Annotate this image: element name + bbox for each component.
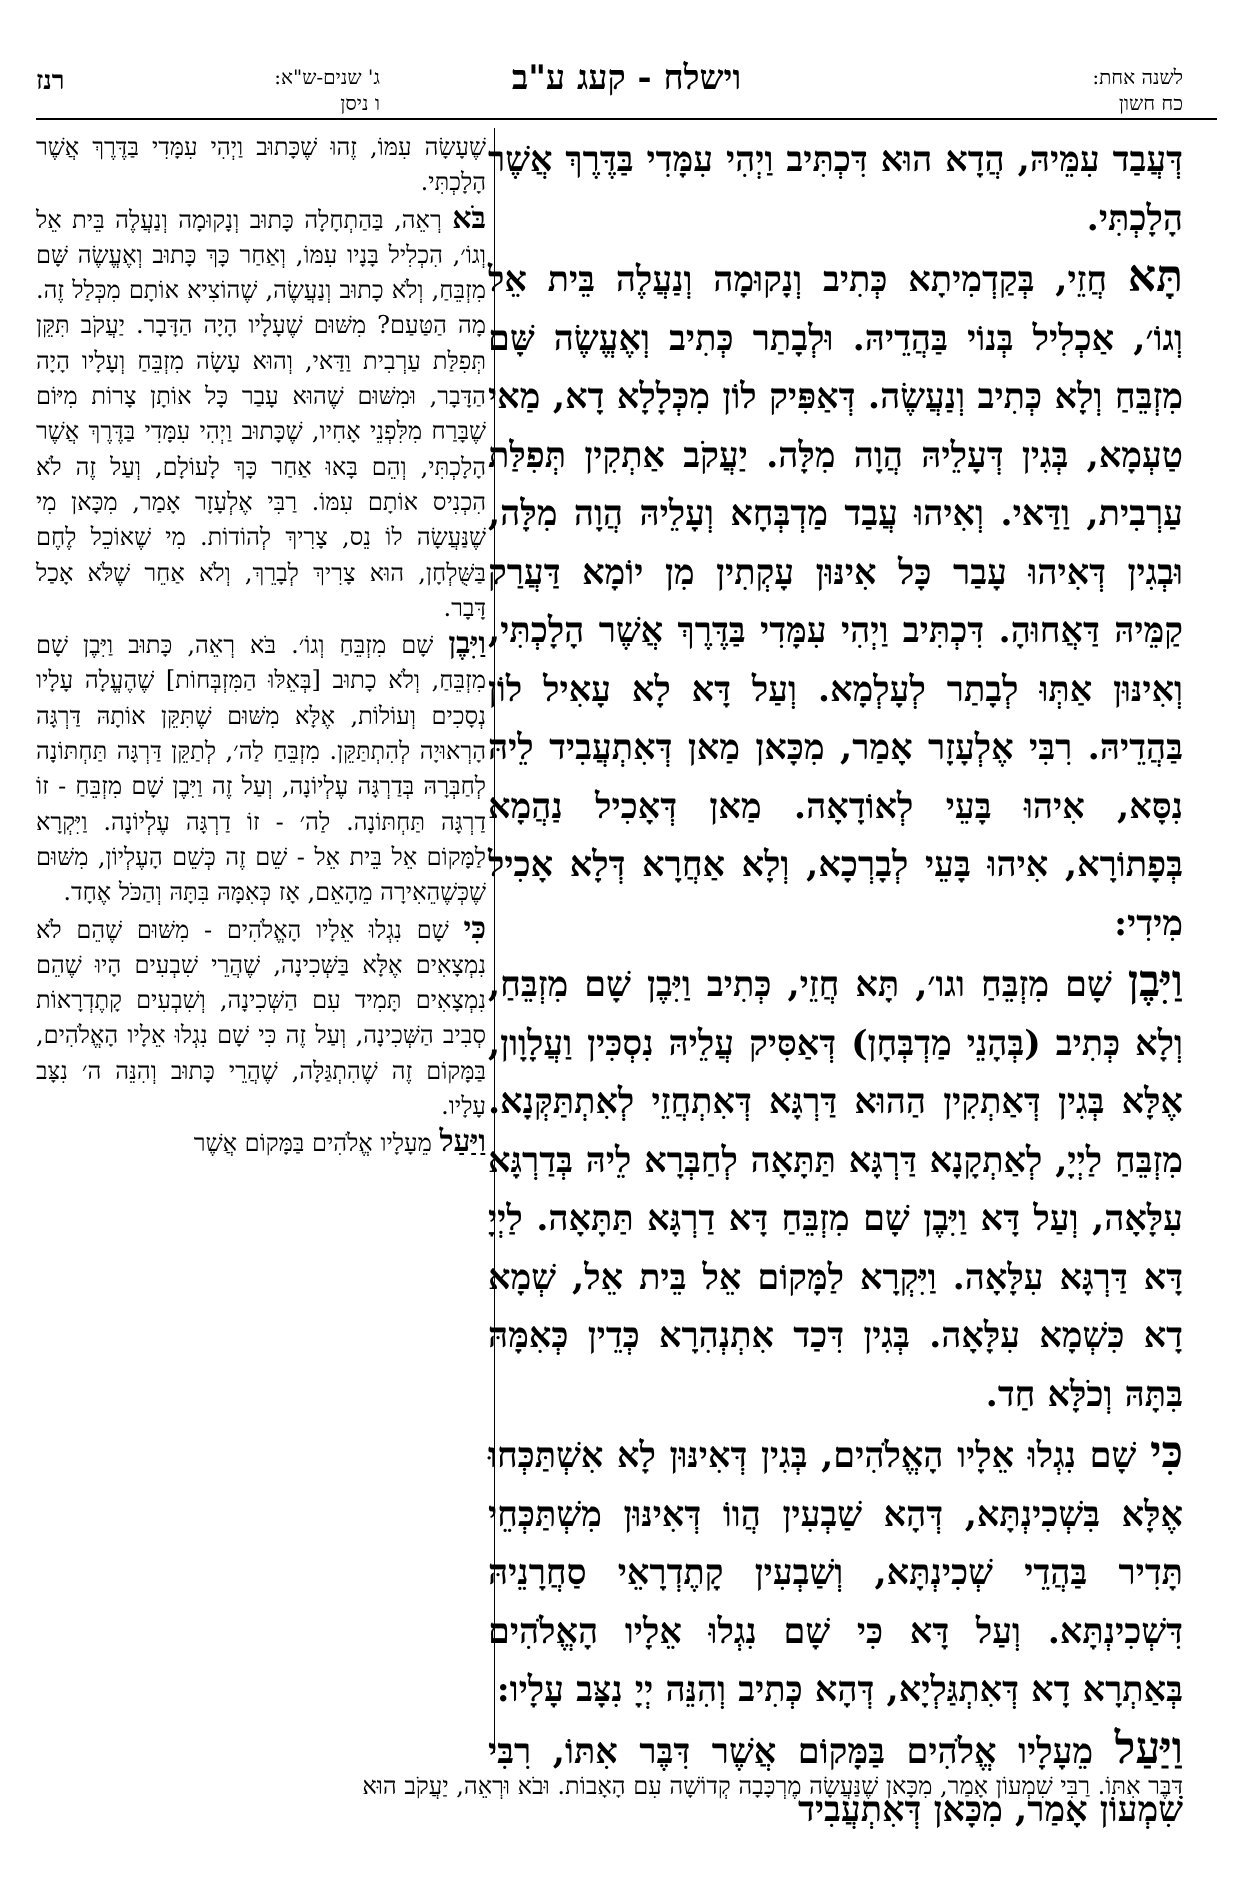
paragraph-lead-word: כִּי: [1149, 1427, 1184, 1478]
paragraph-text: חֲזֵי, בְּקַדְמִיתָא כְּתִיב וְנָקוּמָה וְנַעֲלֶה בֵּית אֵל וְגוֹ׳, אַכְלִיל בְּנוֹי בַּהֲדֵיהּ. וּלְבָתַר כְּתִיב וְאֶעֱשֶׂה שָּׁם מִזְבֵּחַ וְלָא כְּתִיב וְנַעֲשֶׂה. דְּאַפִּיק לוֹן מִכְּלָלָא דָא, מַאי טַעְמָא, בְּגִין דְּעָלֵיהּ הֲוָה מִלָּה. יַעֲקֹב אַתְקִין תְּפִלַּת עַרְבִית, וַדַּאי. וְאִיהוּ עֲבַד מַדְבְּחָא וְעָלֵיהּ הֲוָה מִלָּה, וּבְגִין דְּאִיהוּ עָבַר כָּל אִינּוּן עָקְתִין מִן יוֹמָא דַּעֲרַק קַמֵּיהּ דַּאֲחוּהָ. דִּכְתִּיב וַיְהִי עִמָּדִי בַּדֶּרֶךְ אֲשֶׁר הָלָכְתִּי, וְאִינּוּן אַתְּוּ לְבָתַר לְעָלְמָא. וְעַל דָּא לָא עָאִיל לוֹן בַּהֲדֵיהּ. רִבִּי אֶלְעָזָר אָמַר, מִכָּאן מַאן דְּאִתְעֲבִיד לֵיהּ נִסָּא, אִיהוּ בָּעֵי לְאוֹדָאָה. מַאן דְּאָכִיל נַהֲמָא בְּפָתוֹרָא, אִיהוּ בָּעֵי לְבָרְכָא, וְלָא אַחֲרָא דְּלָא אָכִיל מִידִי:: [488, 259, 1183, 944]
hebrew-translation-column: [36, 128, 486, 1753]
side-paragraph: [36, 911, 486, 1125]
paragraph-text: דְּעֲבַד עִמֵּיהּ, הֲדָא הוּא דִּכְתִּיב וַיְהִי עִמָּדִי בַּדֶּרֶךְ אֲשֶׁר הָלָכְתִּי.: [488, 139, 1183, 239]
paragraph-lead-word: תָּא: [1127, 251, 1184, 302]
paragraph-lead-word: בֹּא: [452, 200, 486, 236]
column-divider: [494, 128, 495, 1753]
footer-continuation-line: דִּבֶּר אִתּוֹ. רַבִּי שִׁמְעוֹן אָמַר, מִכָּאן שֶׁנַּעֲשָׂה מֶרְכָּבָה קְדוֹשָׁה עִם הָאָבוֹת. וּבֹא וּרְאֵה, יַעֲקֹב הוּא: [362, 1772, 1183, 1800]
paragraph-lead-word: וַיִּבֶן: [448, 626, 486, 662]
header-one-year-label: לשנה אחת:: [1092, 65, 1183, 89]
main-paragraph: [488, 1424, 1183, 1720]
side-paragraph: [36, 201, 486, 627]
main-paragraph: [488, 128, 1183, 248]
paragraph-text: מֵעָלָיו אֱלֹהִים בַּמָּקוֹם אֲשֶׁר: [193, 1129, 432, 1158]
header-three-year-cycle: ג' שנים-ש"א:: [274, 65, 380, 89]
paragraph-lead-word: וַיַּעַל: [439, 1124, 486, 1160]
page-title: וישלח - קעג ע"ב: [511, 58, 742, 98]
paragraph-text: רְאֵה, בַּהַתְחָלָה כָּתוּב וְנָקוּמָה וְנַעֲלֶה בֵּית אֵל וְגוֹ׳, הִכְלִיל בָּנָיו עִמּוֹ, וְאַחַר כָּךְ כָּתוּב וְאֶעֱשֶׂה שָּׁם מִזְבֵּחַ, וְלֹא כָתוּב וְנַעֲשֶׂה, שֶׁהוֹצִיא אוֹתָם מִכְּלַל זֶה. מָה הַטַּעַם? מִשּׁוּם שֶׁעָלָיו הָיָה הַדָּבָר. יַעֲקֹב תִּקֵּן תְּפִלַּת עַרְבִית וַדַּאי, וְהוּא עָשָׂה מִזְבֵּחַ וְעָלָיו הָיָה הַדָּבָר, וּמִשּׁוּם שֶׁהוּא עָבַר כָּל אוֹתָן צָרוֹת מִיּוֹם שֶׁבָּרַח מִלִּפְנֵי אָחִיו, שֶׁכָּתוּב וַיְהִי עִמָּדִי בַּדֶּרֶךְ אֲשֶׁר הָלָכְתִּי, וְהֵם בָּאוּ אַחַר כָּךְ לָעוֹלָם, וְעַל זֶה לֹא הִכְנִיס אוֹתָם עִמּוֹ. רַבִּי אֶלְעָזָר אָמַר, מִכָּאן מִי שֶׁנַּעֲשָׂה לוֹ נֵס, צָרִיךְ לְהוֹדוֹת. מִי שֶׁאוֹכֵל לֶחֶם בַּשֻּׁלְחָן, הוּא צָרִיךְ לְבָרֵךְ, וְלֹא אַחֵר שֶׁלֹּא אָכַל דָּבָר.: [36, 205, 486, 622]
paragraph-lead-word: כִּי: [463, 910, 486, 946]
paragraph-text: מֵעָלָיו אֱלֹהִים בַּמָּקוֹם אֲשֶׁר דִּבֶּר אִתּוֹ, רִבִּי שִׁמְעוֹן אָמַר, מִכָּאן דְּאִתְעֲבִיד: [488, 1730, 1183, 1830]
paragraph-text: שָׁם נִגְלוּ אֵלָיו הָאֱלֹהִים - מִשּׁוּם שֶׁהֵם לֹא נִמְצָאִים אֶלָּא בַּשְּׁכִינָה, שֶׁהֲרֵי שִׁבְעִים הָיוּ שֶׁהֵם נִמְצָאִים תָּמִיד עִם הַשְּׁכִינָה, וְשִׁבְעִים קָתֶדְרָאוֹת סְבִיב הַשְּׁכִינָה, וְעַל זֶה כִּי שָׁם נִגְלוּ אֵלָיו הָאֱלֹהִים, בַּמָּקוֹם זֶה שֶׁהִתְגַּלָּה, שֶׁהֲרֵי כָּתוּב וְהִנֵּה ה׳ נִצָּב עָלָיו.: [36, 915, 486, 1121]
paragraph-text: שָׁם נִגְלוּ אֵלָיו הָאֱלֹהִים, בְּגִין דְּאִינּוּן לָא אִשְׁתַּכְּחוּ אֶלָּא בִּשְׁכִינְתָּא, דְּהָא שַׁבְעִין הֲווֹ דְּאִינּוּן מִשְׁתַּכְּחֵי תָּדִיר בַּהֲדֵי שְׁכִינְתָּא, וְשַׁבְעִין קָתֶדְרָאֵי סַחֲרָנֵיהּ דִּשְׁכִינְתָּא. וְעַל דָּא כִּי שָׁם נִגְלוּ אֵלָיו הָאֱלֹהִים בְּאַתְרָא דָא דְּאִתְגַּלְיָא, דְּהָא כְּתִיב וְהִנֵּה יְיָ נִצָּב עָלָיו:: [488, 1435, 1183, 1710]
paragraph-lead-word: וַיַּעַל: [1114, 1722, 1184, 1774]
main-paragraph: [488, 248, 1183, 953]
header-divider: [36, 118, 1217, 120]
header-one-year-date: כח חשון: [1118, 91, 1183, 115]
side-paragraph: [36, 128, 486, 201]
paragraph-lead-word: וַיִּבֶן: [1127, 956, 1183, 1007]
paragraph-text: שֶׁעָשָׂה עִמּוֹ, זֶהוּ שֶׁכָּתוּב וַיְהִי עִמָּדִי בַּדֶּרֶךְ אֲשֶׁר הָלָכְתִּי.: [36, 133, 486, 197]
paragraph-text: שָׁם מִזְבֵּחַ וְגוֹ׳. בֹּא רְאֵה, כָּתוּב וַיִּבֶן שָׁם מִזְבֵּחַ, וְלֹא כָתוּב [בְּאֵלּוּ הַמִּזְבְּחוֹת] שֶׁהֶעֱלָה עָלָיו נְסָכִים וְעוֹלוֹת, אֶלָּא מִשּׁוּם שֶׁתִּקֵּן אוֹתָהּ דַּרְגָּה הָרְאוּיָה לְהִתְתַּקֵּן. מִזְבֵּחַ לַה׳, לְתַקֵּן דַּרְגָּה תַּחְתּוֹנָה לְחַבְּרָהּ בְּדַרְגָּה עֶלְיוֹנָה, וְעַל זֶה וַיִּבֶן שָׁם מִזְבֵּחַ - זוֹ דַרְגָּה תַּחְתּוֹנָה. לַה׳ - זוֹ דַרְגָּה עֶלְיוֹנָה. וַיִּקְרָא לַמָּקוֹם אֵל בֵּית אֵל - שֵׁם זֶה כְּשֵׁם הָעֶלְיוֹן, מִשּׁוּם שֶׁכְּשֶׁהֵאִירָה מֵהָאֵם, אָז כְּאִמָּהּ בִּתָּהּ וְהַכֹּל אֶחָד.: [36, 631, 486, 907]
paragraph-text: שָׁם מִזְבֵּחַ וגו׳, תָּא חֲזֵי, כְּתִיב וַיִּבֶן שָׁם מִזְבֵּחַ, וְלָא כְּתִיב (בְּהָנֵי מַדְבְּחָן) דְּאַסִּיק עֲלֵיהּ נִסְכִּין וַעֲלָוָון, אֶלָּא בְּגִין דְּאַתְקִין הַהוּא דַּרְגָּא דְּאִתְחֲזֵי לְאִתְתַּקְּנָא. מִזְבֵּחַ לַיְיָ, לְאַתְקָנָא דַּרְגָּא תַּתָּאָה לְחַבְּרָא לֵיהּ בְּדַרְגָּא עִלָּאָה, וְעַל דָּא וַיִּבֶן שָׁם מִזְבֵּחַ דָּא דַרְגָּא תַּתָּאָה. לַיְיָ דָּא דַּרְגָּא עִלָּאָה. וַיִּקְרָא לַמָּקוֹם אֵל בֵּית אֵל, שְׁמָא דָא כִּשְׁמָא עִלָּאָה. בְּגִין דִּכַד אִתְנְהִרָא כְּדֵין כְּאִמָּהּ בִּתָּהּ וְכֹלָּא חַד.: [488, 964, 1183, 1415]
page-number: רנז: [36, 66, 65, 96]
main-paragraph: [488, 953, 1183, 1424]
header-three-year-label: [140, 64, 380, 116]
side-paragraph: [36, 1124, 486, 1161]
side-paragraph: [36, 626, 486, 910]
header-three-year-date: ו ניסן: [340, 91, 380, 115]
